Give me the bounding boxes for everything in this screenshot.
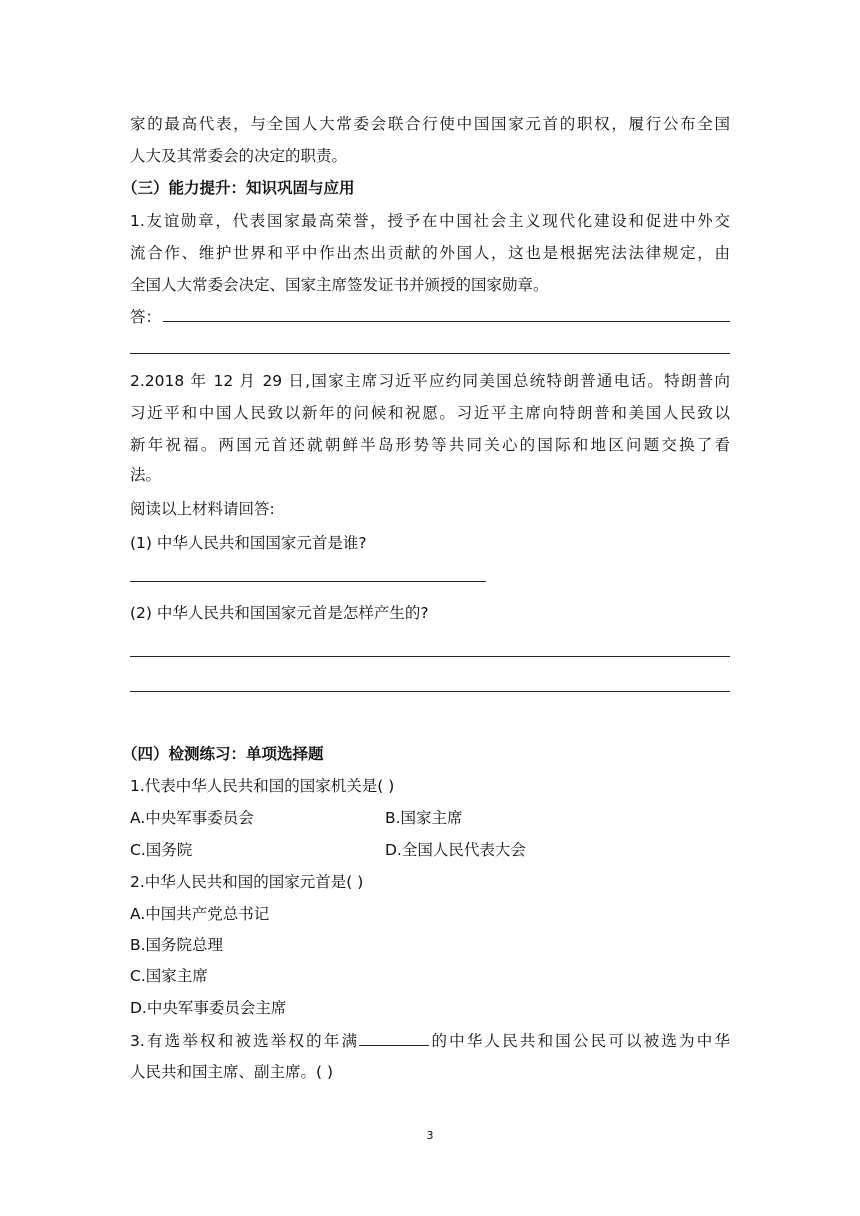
- s4-q2-option-c[interactable]: C.国家主席: [130, 967, 208, 985]
- s3-q1-line-1: 1.友谊勋章，代表国家最高荣誉，授予在中国社会主义现代化建设和促进中外交: [130, 212, 730, 230]
- s4-q3-stem-after: 的中华人民共和国公民可以被选为中华: [429, 1032, 730, 1050]
- s4-q2-option-a[interactable]: A.中国共产党总书记: [130, 905, 270, 923]
- s4-q2-option-b[interactable]: B.国务院总理: [130, 936, 224, 954]
- s3-q2-sub-2: (2) 中华人民共和国国家元首是怎样产生的?: [130, 604, 429, 622]
- s3-q2-line-3: 新年祝福。两国元首还就朝鲜半岛形势等共同关心的国际和地区问题交换了看: [130, 436, 730, 454]
- s3-q1-line-2: 流合作、维护世界和平中作出杰出贡献的外国人，这也是根据宪法法律规定，由: [130, 244, 730, 262]
- section-4-heading: （四）检测练习：单项选择题: [122, 745, 324, 763]
- section-3-heading: （三）能力提升：知识巩固与应用: [122, 179, 355, 197]
- s4-q1-stem: 1.代表中华人民共和国的国家机关是( ): [130, 777, 395, 795]
- s4-q1-option-c[interactable]: C.国务院: [130, 841, 193, 859]
- s3-q1-answer-line-1[interactable]: [163, 321, 730, 322]
- s4-q3-fill-blank[interactable]: [359, 1031, 429, 1046]
- s4-q3-stem: [130, 1031, 730, 1051]
- s3-q2-line-2: 习近平和中国人民致以新年的问候和祝愿。习近平主席向特朗普和美国人民致以: [130, 404, 730, 422]
- s3-q1-line-3: 全国人大常委会决定、国家主席签发证书并颁授的国家勋章。: [130, 276, 549, 294]
- s3-q2-line-1: 2.2018 年 12 月 29 日,国家主席习近平应约同美国总统特朗普通电话。特朗普向: [130, 372, 730, 390]
- s3-q2-line-4: 法。: [130, 466, 162, 484]
- s4-q2-stem: 2.中华人民共和国的国家元首是( ): [130, 873, 364, 891]
- s3-q2-sub-1: (1) 中华人民共和国国家元首是谁?: [130, 534, 367, 552]
- s4-q2-option-d[interactable]: D.中央军事委员会主席: [130, 999, 287, 1017]
- page-number: 3: [426, 1129, 434, 1142]
- s3-q1-answer-line-2[interactable]: [130, 353, 730, 354]
- s3-q2-prompt: 阅读以上材料请回答:: [130, 500, 275, 518]
- s4-q1-option-b[interactable]: B.国家主席: [385, 809, 463, 827]
- s3-q1-answer-label: 答：: [130, 308, 162, 326]
- s4-q3-stem-before: 3.有选举权和被选举权的年满: [130, 1032, 360, 1050]
- intro-line-1: 家的最高代表，与全国人大常委会联合行使中国国家元首的职权，履行公布全国: [130, 115, 730, 133]
- s4-q3-line-2: 人民共和国主席、副主席。( ): [130, 1063, 334, 1081]
- s3-q2-sub-2-answer-line-1[interactable]: [130, 656, 730, 657]
- intro-line-2: 人大及其常委会的决定的职责。: [130, 147, 348, 165]
- s3-q2-sub-2-answer-line-2[interactable]: [130, 691, 730, 692]
- s4-q1-option-a[interactable]: A.中央军事委员会: [130, 809, 254, 827]
- s3-q2-sub-1-answer-line[interactable]: [130, 581, 486, 582]
- s4-q1-option-d[interactable]: D.全国人民代表大会: [385, 841, 526, 859]
